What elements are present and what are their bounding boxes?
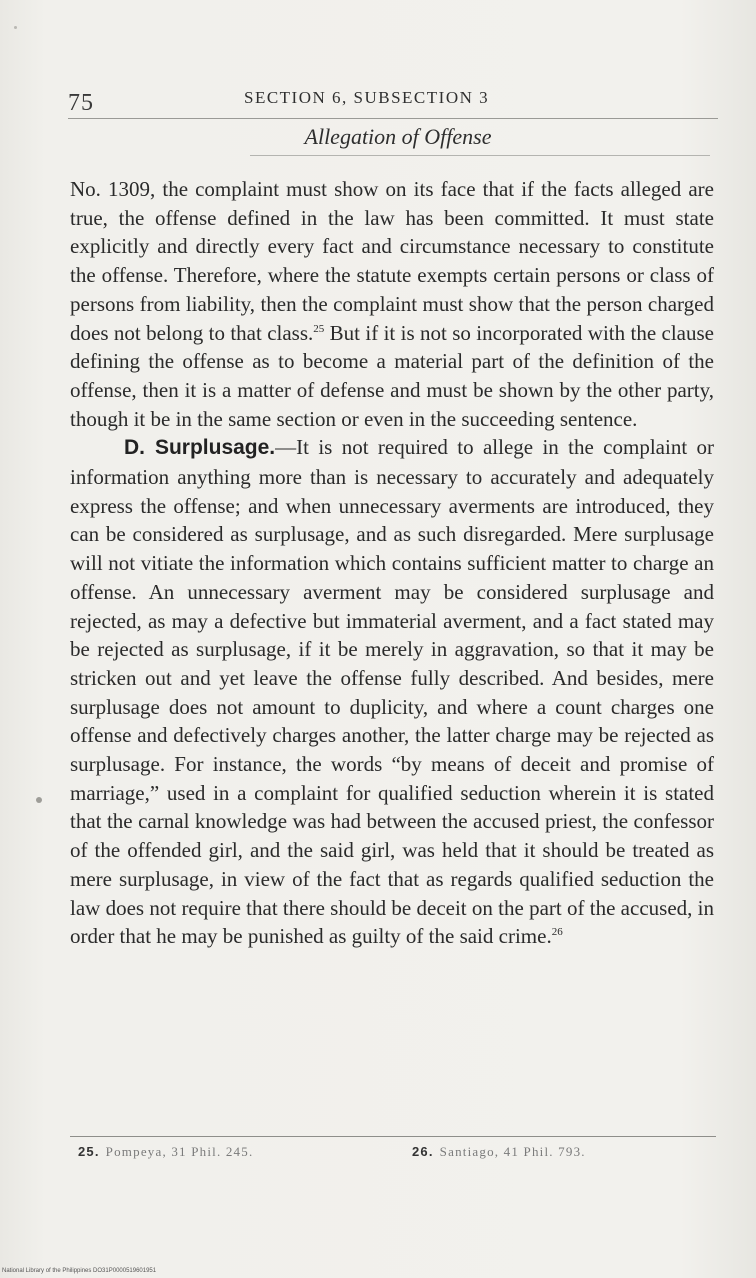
paper-speck xyxy=(36,797,42,803)
footnote-26 xyxy=(412,1144,586,1160)
paper-speck xyxy=(14,26,17,29)
footnote-number: 25. xyxy=(78,1144,100,1159)
section-heading-surplusage: D. Surplusage. xyxy=(124,436,276,460)
running-head: SECTION 6, SUBSECTION 3 xyxy=(244,88,490,107)
footnote-25 xyxy=(78,1144,253,1160)
footnote-ref-26: 26 xyxy=(551,926,563,939)
body-text xyxy=(70,175,714,951)
paragraph-1 xyxy=(70,175,714,433)
scan-credit: National Library of the Philippines DO31P0000519601951 xyxy=(2,1268,157,1274)
page-number: 75 xyxy=(68,90,94,116)
footnote-ref-25: 25 xyxy=(313,322,325,335)
paragraph-1-text-a: No. 1309, the complaint must show on its face that if the facts alleged are true, the offense defined in the law has been committed. It must state explicitly and directly every fact and circumstance necessary to constitute the offense. Therefore, where the statute exempts certain persons or class of persons from liability, then the complaint must show that the person charged does not belong to that class. xyxy=(70,177,714,345)
footnote-number: 26. xyxy=(412,1144,434,1159)
footnotes xyxy=(78,1144,718,1166)
page-header xyxy=(68,84,718,114)
subtitle-rule xyxy=(250,155,710,156)
header-rule xyxy=(68,118,718,119)
footnote-text: Santiago, 41 Phil. 793. xyxy=(439,1144,586,1159)
paragraph-2-text: —It is not required to allege in the complaint or information anything more than is necessary to accurately and adequately express the offense; and when unnecessary averments are introduced, they can be considered as surplusage, and as such disregarded. Mere surplusage will not vitiate the information which contains sufficient matter to charge an offense. An unnecessary averment may be considered surplusage and rejected, as may a defective but immaterial averment, and a fact stated may be rejected as surplusage, if it be merely in aggravation, so that it may be stricken out and yet leave the offense fully described. And besides, mere surplusage does not amount to duplicity, and where a count charges one offense and defectively charges another, the latter charge may be rejected as surplusage. For instance, the words “by means of deceit and promise of marriage,” used in a complaint for qualified seduction wherein it is stated that the carnal knowledge was had between the accused priest, the confessor of the offended girl, and the said girl, was held that it should be treated as mere surplusage, in view of the fact that as regards qualified seduction the law does not require that there should be deceit on the part of the accused, in order that he may be punished as guilty of the said crime. xyxy=(70,435,715,949)
paragraph-2 xyxy=(70,433,714,951)
footnote-rule xyxy=(70,1136,716,1137)
section-subtitle: Allegation of Offense xyxy=(304,124,492,149)
paragraph-1-text-b: But if it is not so incorporated with the clause defining the offense as to become a material part of the definition of the offense, then it is a matter of defense and must be shown by the other party, though it be in the same section or even in the succeeding sentence. xyxy=(70,320,714,431)
footnote-text: Pompeya, 31 Phil. 245. xyxy=(105,1144,254,1159)
